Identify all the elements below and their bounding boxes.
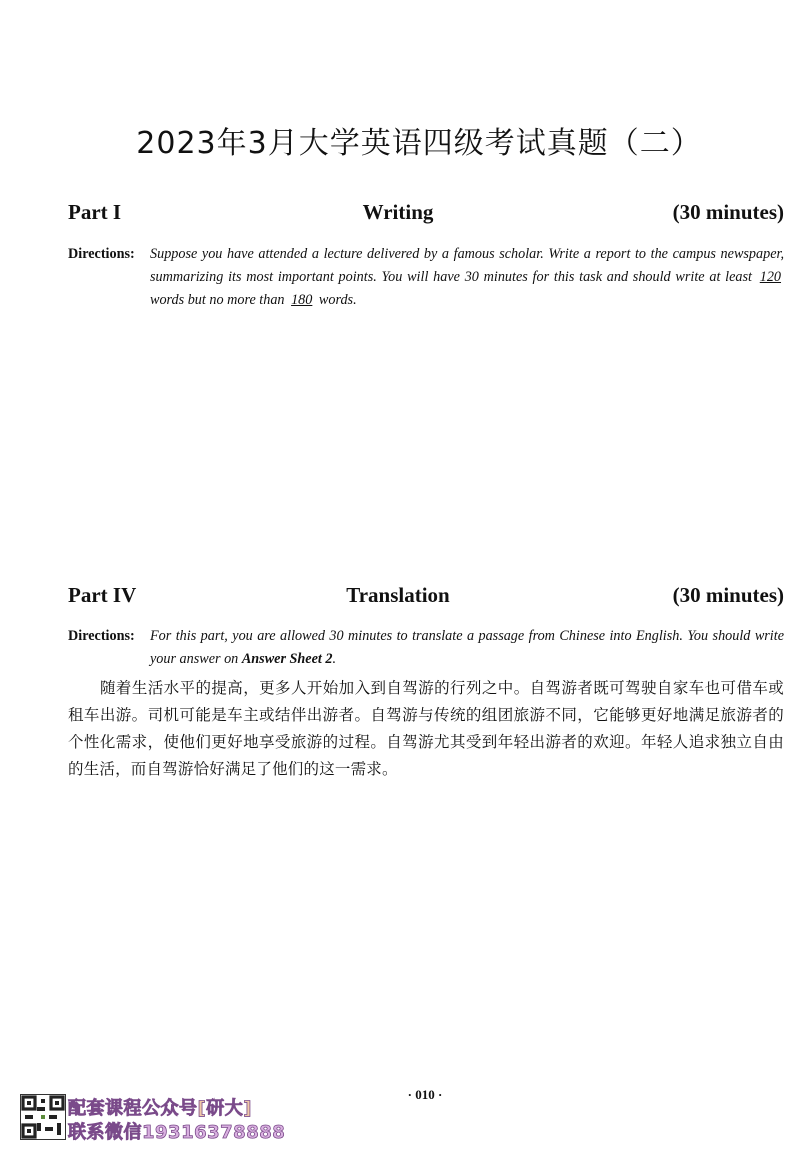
part4-directions-body: For this part, you are allowed 30 minutes to translate a passage from Chinese into English. You should write your answer on [150, 628, 784, 667]
page-title: 2023年3月大学英语四级考试真题（二） [136, 126, 702, 161]
part1-directions-end: words. [318, 292, 357, 308]
part1-directions-mid: words but no more than [150, 292, 285, 308]
part4-directions-label: Directions: [68, 628, 135, 644]
part1-directions-body: Suppose you have attended a lecture delivered by a famous scholar. Write a report to the campus newspaper, summarizing its most important points. You will have 30 minutes for this task and should write at least [150, 246, 784, 285]
part1-directions-text [150, 243, 784, 312]
watermark [20, 1094, 320, 1142]
page-number: · 010 · [407, 1087, 443, 1102]
part4-header [68, 583, 784, 613]
part4-directions [68, 625, 784, 671]
part1-header [68, 200, 784, 230]
part4-time: (30 minutes) [672, 583, 784, 607]
part4-directions-end: . [332, 651, 337, 667]
max-words-blank: 180 [291, 292, 313, 308]
qr-code-icon [20, 1094, 66, 1140]
part4-name: Translation [346, 583, 450, 607]
part1-time: (30 minutes) [672, 200, 784, 224]
part4-directions-text [150, 625, 784, 671]
part1-name: Writing [362, 200, 434, 224]
translation-passage: 随着生活水平的提高，更多人开始加入到自驾游的行列之中。自驾游者既可驾驶自家车也可借车或租车出游。司机可能是车主或结伴出游者。自驾游与传统的组团旅游不同，它能够更好地满足旅游者的个性化需求，使他们更好地享受旅游的过程。自驾游尤其受到年轻出游者的欢迎。年轻人追求独立自由的生活，而自驾游恰好满足了他们的这一需求。 [68, 679, 784, 778]
watermark-line-2: 联系微信19316378888 [68, 1122, 286, 1143]
part1-directions-label: Directions: [68, 246, 135, 262]
answer-sheet-ref: Answer Sheet 2 [241, 651, 333, 667]
part1-label: Part I [68, 200, 122, 224]
part4-label: Part IV [68, 583, 137, 607]
part1-directions [68, 243, 784, 312]
min-words-blank: 120 [759, 269, 782, 285]
watermark-line-1: 配套课程公众号[研大] [68, 1098, 252, 1119]
